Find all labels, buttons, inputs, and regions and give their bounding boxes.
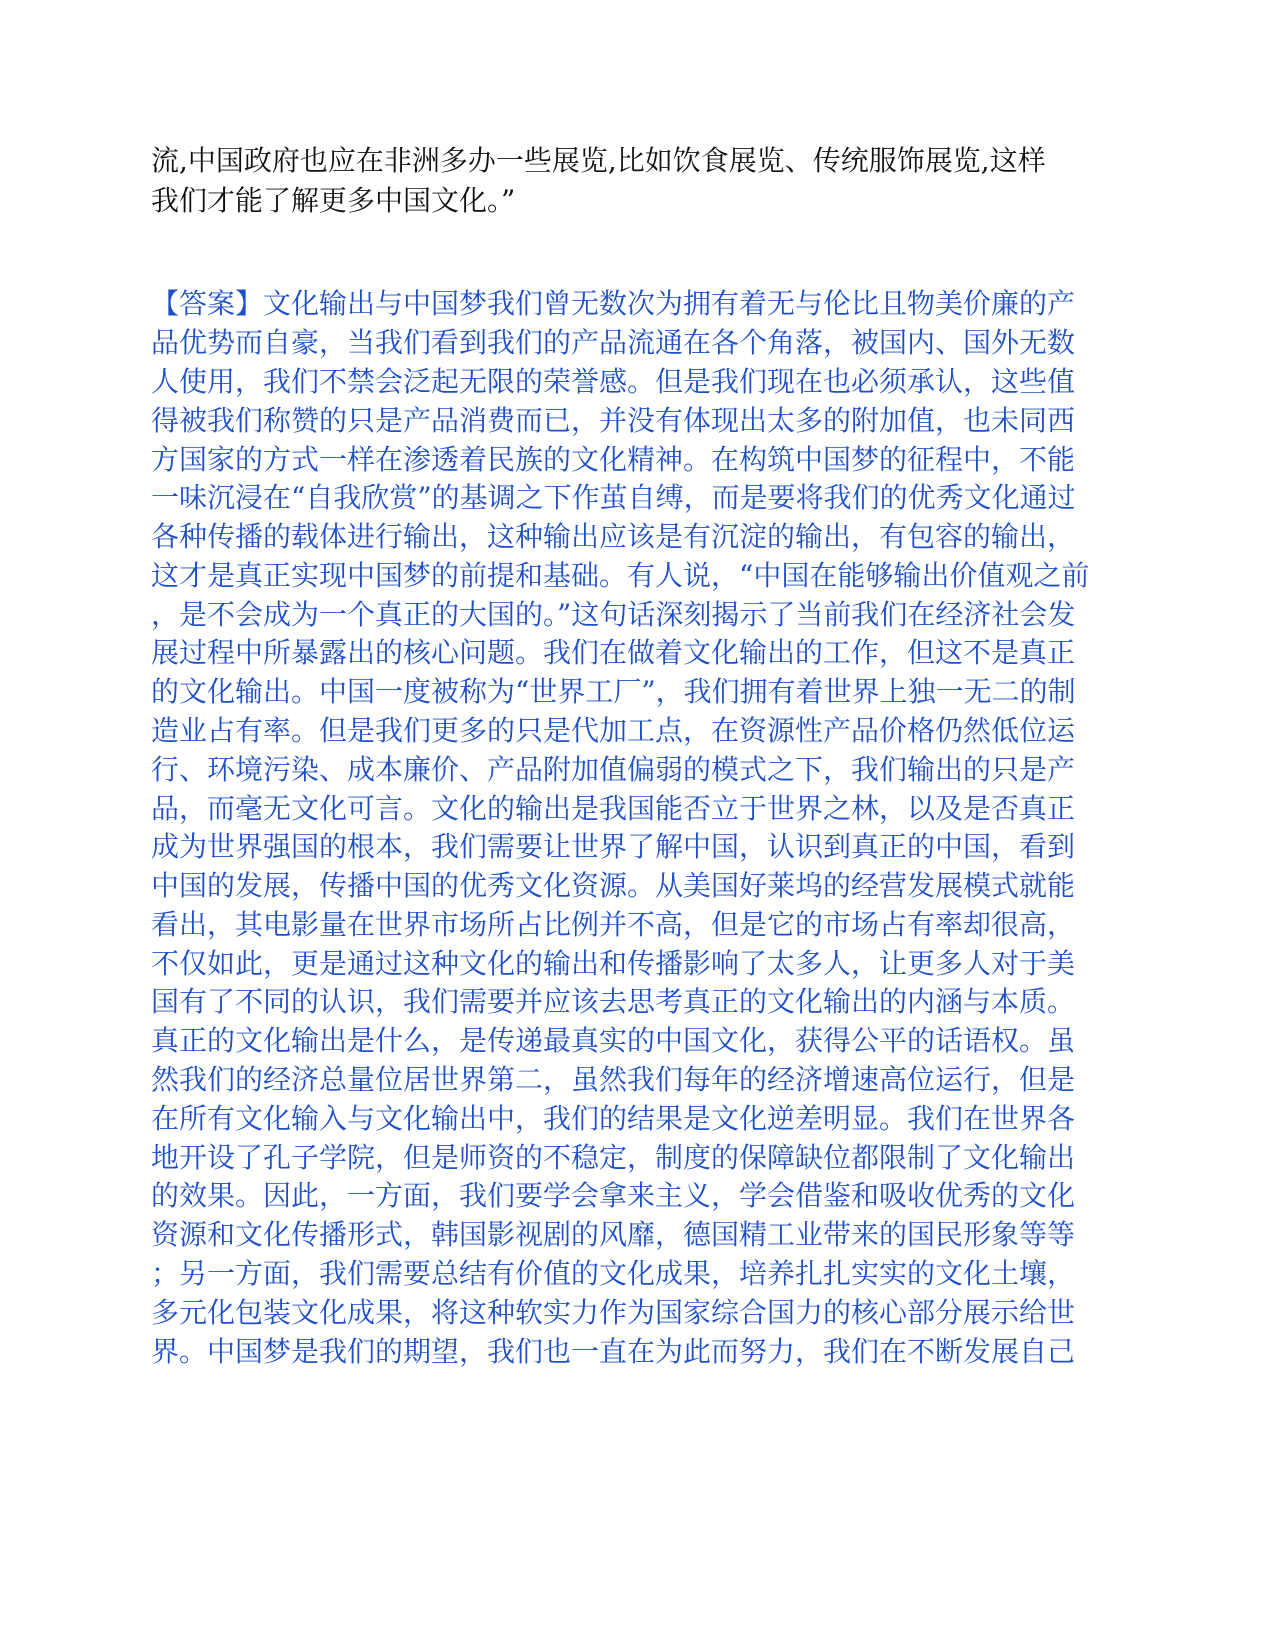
answer-text-line-27: 多元化包装文化成果，将这种软实力作为国家综合国力的核心部分展示给世 [151, 1296, 1076, 1329]
answer-text-line-10: 展过程中所暴露出的核心问题。我们在做着文化输出的工作，但这不是真正 [151, 636, 1076, 669]
answer-text-line-12: 造业占有率。但是我们更多的只是代加工点，在资源性产品价格仍然低位运 [151, 714, 1076, 747]
answer-text-line-24: 的效果。因此，一方面，我们要学会拿来主义，学会借鉴和吸收优秀的文化 [151, 1179, 1076, 1212]
answer-text-line-11: 的文化输出。中国一度被称为“世界工厂”，我们拥有着世界上独一无二的制 [151, 675, 1076, 708]
answer-text-line-5: 方国家的方式一样在渗透着民族的文化精神。在构筑中国梦的征程中，不能 [151, 443, 1076, 476]
question-text-line-2: 我们才能了解更多中国文化。” [151, 184, 516, 217]
answer-text-line-20: 真正的文化输出是什么，是传递最真实的中国文化，获得公平的话语权。虽 [151, 1024, 1076, 1057]
answer-text-line-6: 一味沉浸在“自我欣赏”的基调之下作茧自缚，而是要将我们的优秀文化通过 [151, 481, 1076, 514]
answer-text-line-8: 这才是真正实现中国梦的前提和基础。有人说，“中国在能够输出价值观之前 [151, 559, 1090, 592]
answer-first-line [151, 284, 1075, 324]
answer-text-line-19: 国有了不同的认识，我们需要并应该去思考真正的文化输出的内涵与本质。 [151, 985, 1076, 1018]
answer-text-line-26: ；另一方面，我们需要总结有价值的文化成果，培养扎扎实实的文化土壤， [151, 1257, 1076, 1290]
answer-text-line-22: 在所有文化输入与文化输出中，我们的结果是文化逆差明显。我们在世界各 [151, 1102, 1076, 1135]
answer-text-line-18: 不仅如此，更是通过这种文化的输出和传播影响了太多人，让更多人对于美 [151, 947, 1076, 980]
answer-text-line-4: 得被我们称赞的只是产品消费而已，并没有体现出太多的附加值，也未同西 [151, 404, 1076, 437]
answer-text-line-2: 品优势而自豪，当我们看到我们的产品流通在各个角落，被国内、国外无数 [151, 326, 1076, 359]
answer-text-line-14: 品，而毫无文化可言。文化的输出是我国能否立于世界之林，以及是否真正 [151, 792, 1076, 825]
answer-text-line-3: 人使用，我们不禁会泛起无限的荣誉感。但是我们现在也必须承认，这些值 [151, 365, 1076, 398]
answer-text-line-16: 中国的发展，传播中国的优秀文化资源。从美国好莱坞的经营发展模式就能 [151, 869, 1076, 902]
answer-text-line-13: 行、环境污染、成本廉价、产品附加值偏弱的模式之下，我们输出的只是产 [151, 753, 1076, 786]
answer-text-line-25: 资源和文化传播形式，韩国影视剧的风靡，德国精工业带来的国民形象等等 [151, 1218, 1076, 1251]
answer-text-line-9: ，是不会成为一个真正的大国的。”这句话深刻揭示了当前我们在经济社会发 [151, 598, 1076, 631]
answer-text-line-28: 界。中国梦是我们的期望，我们也一直在为此而努力，我们在不断发展自己 [151, 1335, 1076, 1368]
answer-text-line-21: 然我们的经济总量位居世界第二，虽然我们每年的经济增速高位运行，但是 [151, 1063, 1076, 1096]
question-text-line-1: 流,中国政府也应在非洲多办一些展览,比如饮食展览、传统服饰展览,这样 [151, 144, 1046, 177]
answer-text-line-7: 各种传播的载体进行输出，这种输出应该是有沉淀的输出，有包容的输出， [151, 520, 1076, 553]
answer-text-line-23: 地开设了孔子学院，但是师资的不稳定，制度的保障缺位都限制了文化输出 [151, 1141, 1076, 1174]
answer-text-line-1: 文化输出与中国梦我们曾无数次为拥有着无与伦比且物美价廉的产 [263, 287, 1076, 320]
answer-text-line-17: 看出，其电影量在世界市场所占比例并不高，但是它的市场占有率却很高， [151, 908, 1076, 941]
answer-text-line-15: 成为世界强国的根本，我们需要让世界了解中国，认识到真正的中国，看到 [151, 830, 1076, 863]
answer-label: 【答案】 [151, 287, 264, 320]
